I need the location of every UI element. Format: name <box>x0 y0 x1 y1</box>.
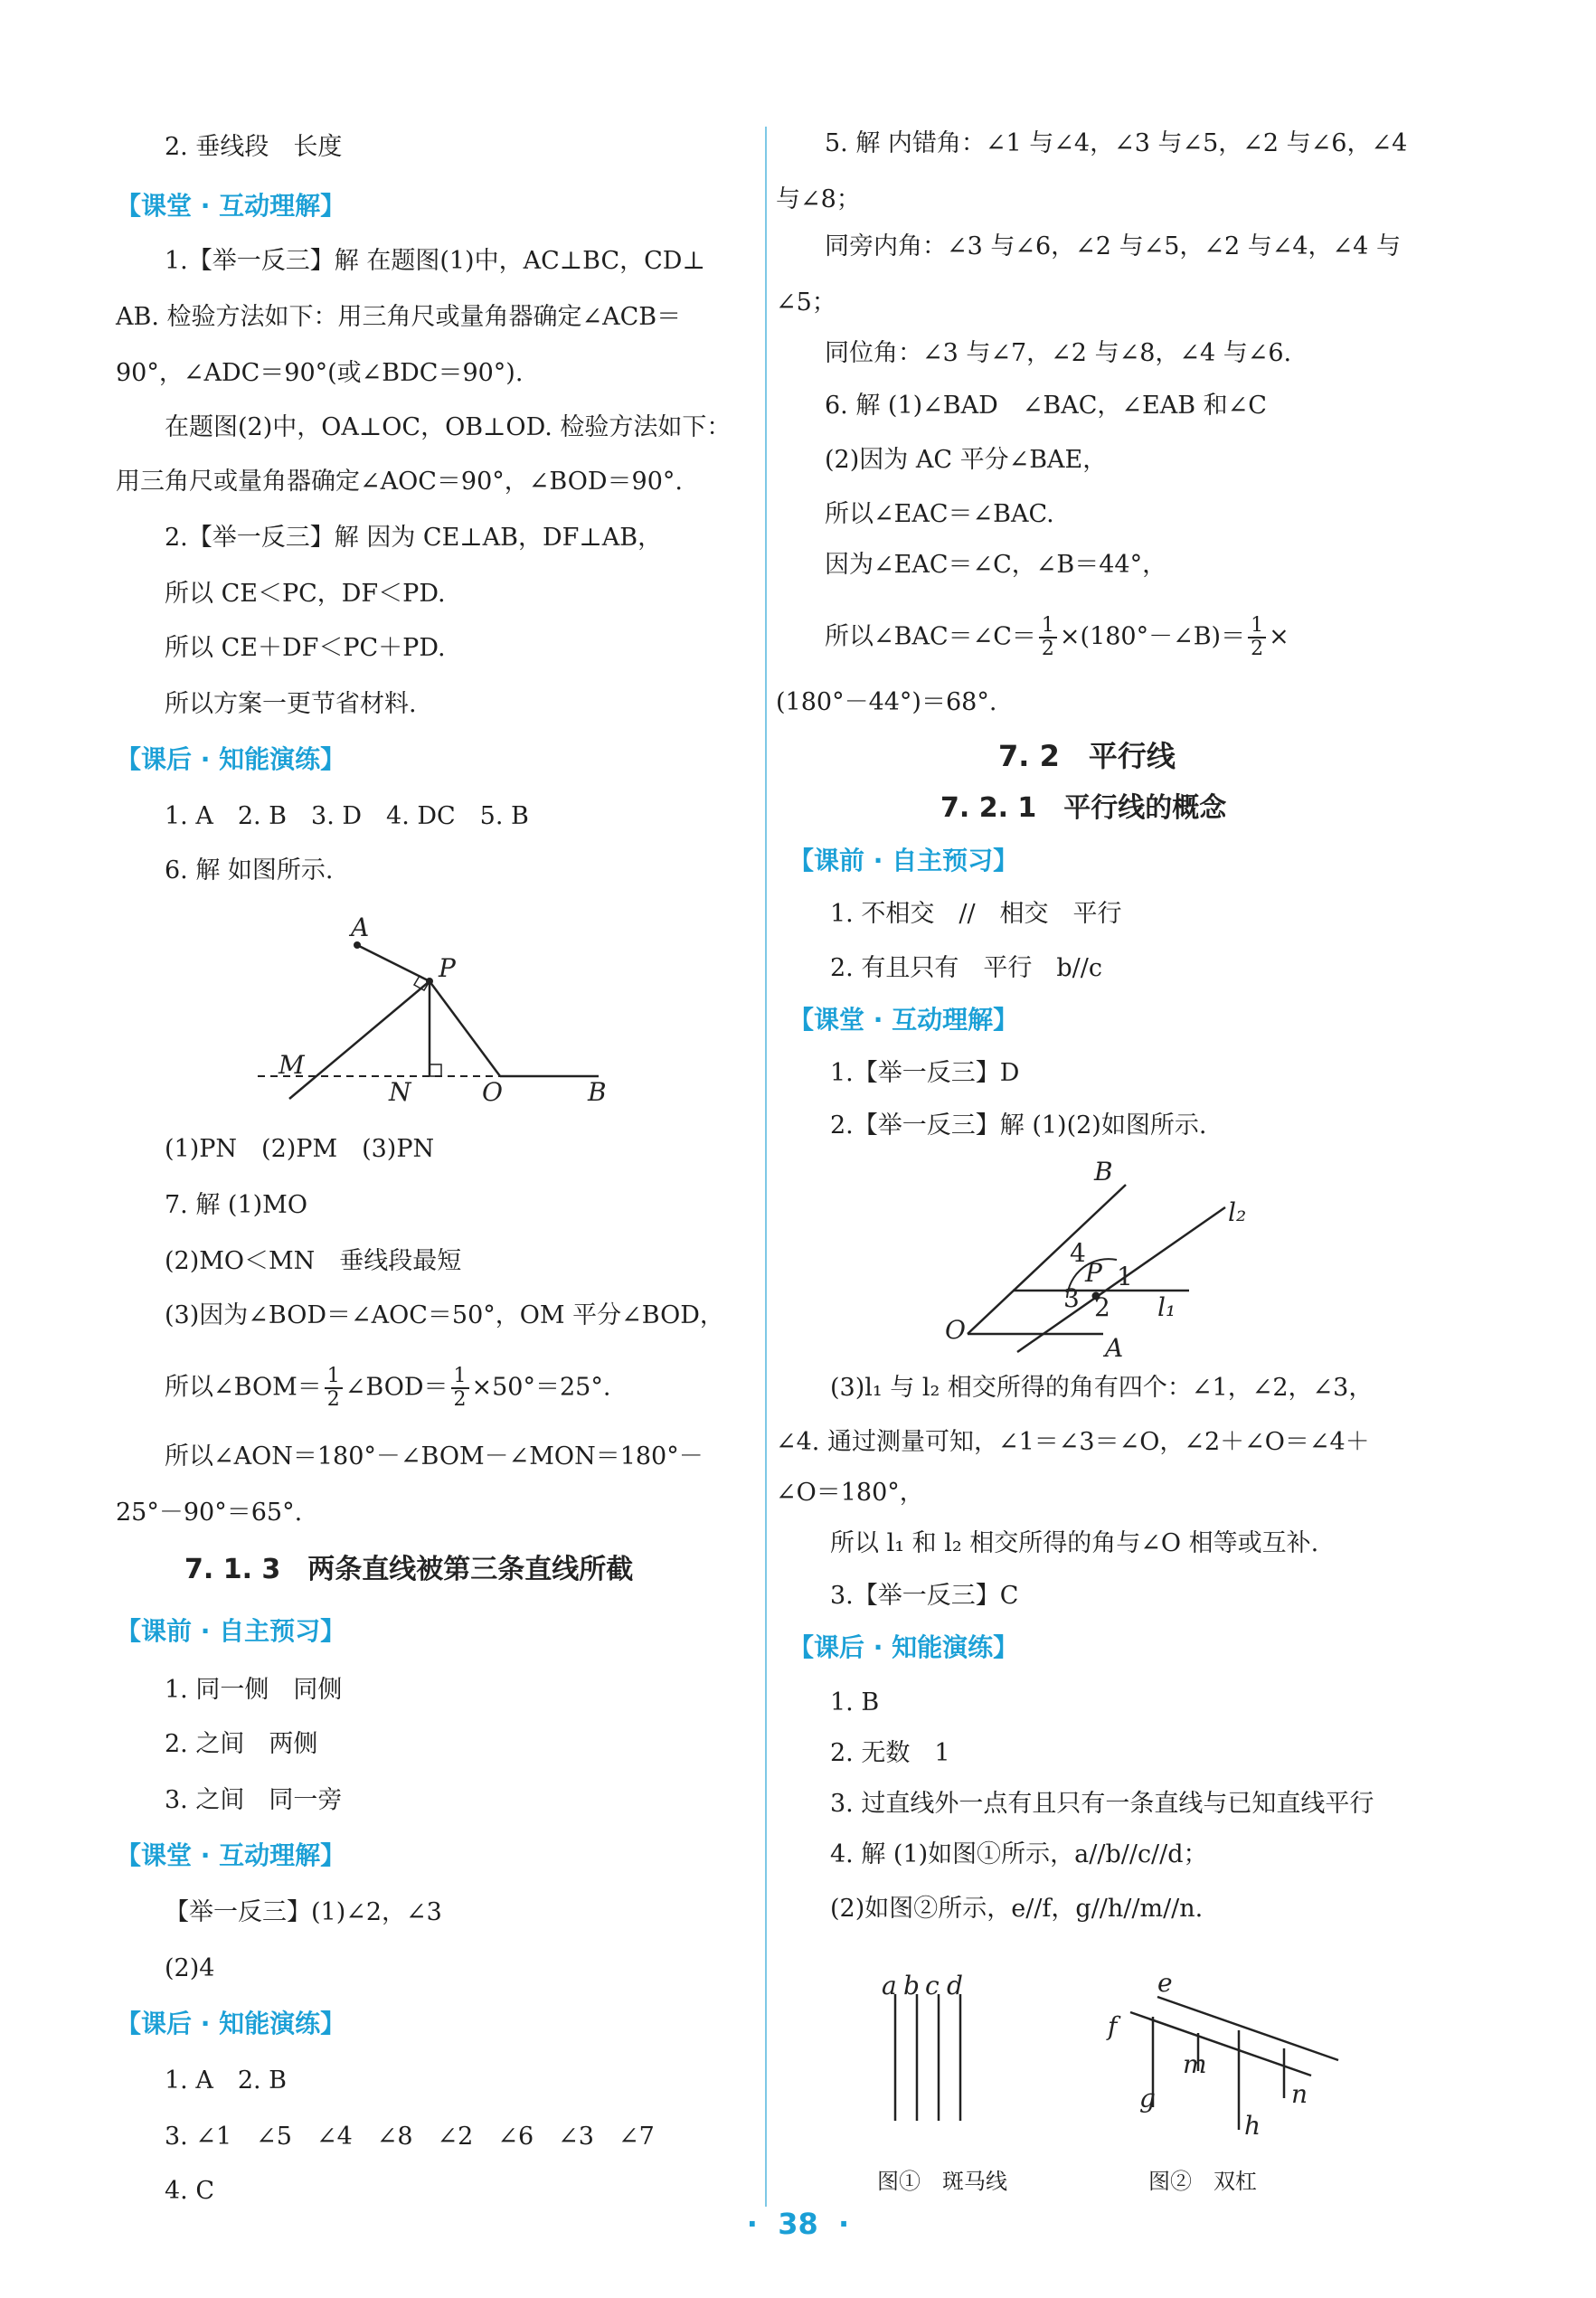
answer-line: (180°－44°)＝68°. <box>776 688 997 716</box>
zebra-crossing-figure <box>877 1962 1013 2152</box>
answer-line: ∠4. 通过测量可知，∠1＝∠3＝∠O，∠2＋∠O＝∠4＋ <box>776 1428 1370 1456</box>
label-g: g <box>1139 2084 1156 2114</box>
label-n: N <box>389 1077 411 1107</box>
label-h: h <box>1244 2111 1261 2141</box>
answer-line: (2)MO＜MN 垂线段最短 <box>165 1247 462 1275</box>
section-header-classroom: 【课堂 · 互动理解】 <box>789 1005 1019 1035</box>
answer-line: 所以方案一更节省材料. <box>165 690 417 718</box>
answer-line: 同位角：∠3 与∠7，∠2 与∠8，∠4 与∠6. <box>825 339 1292 367</box>
text-part: ×(180°－∠B)＝ <box>1059 622 1246 651</box>
label-b: B <box>1094 1157 1113 1187</box>
denominator: 2 <box>1251 638 1264 660</box>
answer-line: ∠O＝180°， <box>776 1479 924 1507</box>
answer-line: 2.【举一反三】解 因为 CE⊥AB，DF⊥AB， <box>165 524 663 552</box>
answer-line: 90°，∠ADC＝90°(或∠BDC＝90°). <box>116 359 524 387</box>
answer-line: 用三角尺或量角器确定∠AOC＝90°，∠BOD＝90°. <box>116 468 683 496</box>
label-angle-4: 4 <box>1070 1238 1086 1268</box>
fraction-half <box>325 1366 343 1411</box>
text-part: 所以∠BAC＝∠C＝ <box>825 622 1036 651</box>
parallel-bars-figure <box>1103 1962 1393 2152</box>
right-angle-mark <box>430 1064 441 1076</box>
numerator: 1 <box>325 1366 343 1389</box>
label-o: O <box>945 1315 966 1345</box>
answer-line: 3. 之间 同一旁 <box>165 1786 343 1814</box>
subsection-title: 7. 2. 1 平行线的概念 <box>940 792 1227 824</box>
answer-line: (3)l₁ 与 l₂ 相交所得的角有四个：∠1，∠2，∠3， <box>830 1374 1374 1402</box>
answer-line: 1. 不相交 // 相交 平行 <box>830 900 1122 928</box>
label-b: b <box>903 1971 920 2000</box>
label-b: B <box>588 1077 607 1107</box>
answer-line: 2.【举一反三】解 (1)(2)如图所示. <box>830 1111 1207 1140</box>
answer-line: 7. 解 (1)MO <box>165 1191 307 1219</box>
answer-line: 1.【举一反三】解 在题图(1)中，AC⊥BC，CD⊥ <box>165 247 705 275</box>
answer-line: 与∠8； <box>776 185 861 213</box>
answer-line <box>825 615 1289 660</box>
label-d: d <box>947 1971 963 2000</box>
answer-line: 3. ∠1 ∠5 ∠4 ∠8 ∠2 ∠6 ∠3 ∠7 <box>165 2123 655 2151</box>
label-o: O <box>482 1077 503 1107</box>
point-a <box>354 941 361 949</box>
answer-line: 所以 CE＋DF＜PC＋PD. <box>165 634 446 662</box>
answer-line <box>165 1366 610 1411</box>
section-header-classroom: 【课堂 · 互动理解】 <box>116 191 346 221</box>
section-header-after-class: 【课后 · 知能演练】 <box>116 744 346 774</box>
section-title: 7. 2 平行线 <box>998 739 1176 773</box>
label-angle-1: 1 <box>1117 1262 1133 1291</box>
label-l1: l₁ <box>1157 1292 1176 1322</box>
answer-line: 2. 垂线段 长度 <box>165 133 343 161</box>
section-header-preview: 【课前 · 自主预习】 <box>789 846 1019 875</box>
answer-line: 所以 l₁ 和 l₂ 相交所得的角与∠O 相等或互补. <box>830 1529 1319 1557</box>
answer-line: (2)如图②所示，e//f，g//h//m//n. <box>830 1895 1204 1923</box>
answer-line: (2)4 <box>165 1954 215 1982</box>
fraction-half <box>1039 615 1057 660</box>
numerator: 1 <box>1248 615 1266 638</box>
label-a: A <box>351 913 370 942</box>
section-header-classroom: 【课堂 · 互动理解】 <box>116 1840 346 1870</box>
answer-line: (3)因为∠BOD＝∠AOC＝50°，OM 平分∠BOD， <box>165 1301 724 1329</box>
answer-line: 6. 解 (1)∠BAD ∠BAC，∠EAB 和∠C <box>825 392 1267 420</box>
answer-line: (1)PN (2)PM (3)PN <box>165 1135 435 1163</box>
answer-line: 6. 解 如图所示. <box>165 856 334 884</box>
answer-line: 25°－90°＝65°. <box>116 1499 303 1527</box>
answer-line: 1. A 2. B <box>165 2066 288 2095</box>
fraction-half <box>1248 615 1266 660</box>
label-a: A <box>1105 1333 1124 1357</box>
text-part: × <box>1269 622 1289 651</box>
label-m: M <box>279 1050 305 1080</box>
numerator: 1 <box>451 1366 469 1389</box>
label-e: e <box>1157 1968 1173 1998</box>
figure-caption: 图② 双杠 <box>1148 2169 1257 2194</box>
answer-line: 2. 无数 1 <box>830 1739 950 1767</box>
answer-line: 2. 有且只有 平行 b//c <box>830 954 1102 982</box>
text-part: ∠BOD＝ <box>345 1373 449 1402</box>
label-a: a <box>882 1971 897 2000</box>
denominator: 2 <box>326 1388 340 1411</box>
answer-line: 1.【举一反三】D <box>830 1059 1020 1087</box>
perpendicular-figure <box>244 909 624 1117</box>
section-header-after-class: 【课后 · 知能演练】 <box>116 2009 346 2038</box>
answer-line: 【举一反三】(1)∠2，∠3 <box>165 1898 442 1926</box>
label-l2: l₂ <box>1228 1197 1247 1227</box>
denominator: 2 <box>453 1388 467 1411</box>
denominator: 2 <box>1041 638 1054 660</box>
answer-line: 所以∠EAC＝∠BAC. <box>825 500 1054 528</box>
label-angle-2: 2 <box>1094 1292 1110 1322</box>
label-c: c <box>925 1971 940 2000</box>
answer-line: 在题图(2)中，OA⊥OC，OB⊥OD. 检验方法如下： <box>165 413 732 441</box>
fraction-half <box>451 1366 469 1411</box>
label-p: P <box>1085 1258 1102 1288</box>
answer-line: (2)因为 AC 平分∠BAE， <box>825 446 1108 474</box>
answer-line: 5. 解 内错角：∠1 与∠4，∠3 与∠5，∠2 与∠6，∠4 <box>825 129 1408 157</box>
point-p <box>426 978 433 985</box>
section-header-after-class: 【课后 · 知能演练】 <box>789 1632 1019 1662</box>
text-part: 所以∠BOM＝ <box>165 1373 322 1402</box>
label-angle-3: 3 <box>1063 1283 1080 1313</box>
parallel-angle-figure <box>940 1153 1293 1357</box>
numerator: 1 <box>1039 615 1057 638</box>
label-f: f <box>1108 2011 1118 2041</box>
answer-line: 3. 过直线外一点有且只有一条直线与已知直线平行 <box>830 1790 1374 1818</box>
line-ap <box>357 945 430 981</box>
answer-line: 1. A 2. B 3. D 4. DC 5. B <box>165 802 529 830</box>
page-number: · 38 · <box>746 2207 850 2241</box>
answer-line: 4. 解 (1)如图①所示，a//b//c//d； <box>830 1840 1208 1868</box>
label-p: P <box>439 953 456 983</box>
answer-line: 因为∠EAC＝∠C，∠B＝44°， <box>825 551 1167 579</box>
line-po <box>430 981 500 1076</box>
answer-line: AB. 检验方法如下：用三角尺或量角器确定∠ACB＝ <box>116 303 682 331</box>
text-part: ×50°＝25°. <box>471 1373 611 1402</box>
subsection-title: 7. 1. 3 两条直线被第三条直线所截 <box>184 1554 634 1585</box>
answer-line: ∠5； <box>776 288 836 317</box>
answer-line: 4. C <box>165 2177 215 2205</box>
answer-line: 所以 CE＜PC，DF＜PD. <box>165 580 446 608</box>
answer-line: 3.【举一反三】C <box>830 1582 1019 1610</box>
section-header-preview: 【课前 · 自主预习】 <box>116 1616 346 1646</box>
answer-line: 1. B <box>830 1688 880 1716</box>
answer-line: 1. 同一侧 同侧 <box>165 1676 343 1704</box>
answer-line: 2. 之间 两侧 <box>165 1730 318 1758</box>
page-number-value: 38 <box>778 2207 818 2241</box>
label-m: m <box>1183 2049 1207 2079</box>
label-n: n <box>1291 2079 1308 2109</box>
answer-line: 所以∠AON＝180°－∠BOM－∠MON＝180°－ <box>165 1442 704 1471</box>
figure-caption: 图① 斑马线 <box>877 2169 1007 2194</box>
column-divider <box>765 127 767 2207</box>
answer-line: 同旁内角：∠3 与∠6，∠2 与∠5，∠2 与∠4，∠4 与 <box>825 232 1401 260</box>
